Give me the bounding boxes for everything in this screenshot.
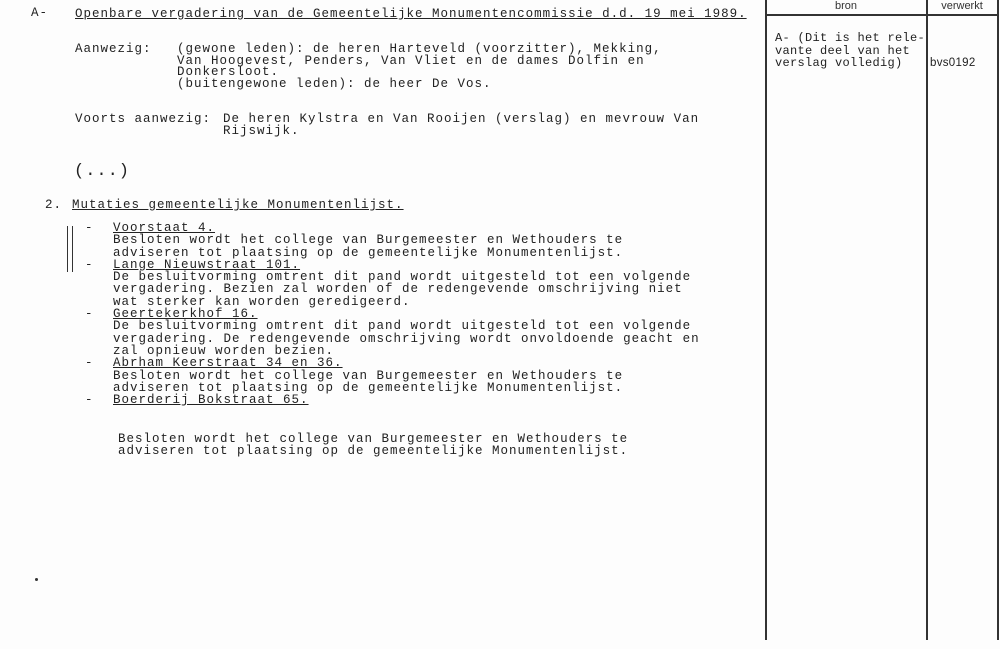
item-line: De besluitvorming omtrent dit pand wordt uitgesteld tot een volgende bbox=[113, 319, 692, 334]
item-line: Besloten wordt het college van Burgemeester en Wethouders te bbox=[113, 233, 624, 248]
present-list bbox=[177, 44, 662, 90]
final-line: adviseren tot plaatsing op de gemeentelijke Monumentenlijst. bbox=[118, 443, 629, 458]
item-line: adviseren tot plaatsing op de gemeentelijke Monumentenlijst. bbox=[113, 380, 624, 395]
also-present-label: Voorts aanwezig: bbox=[75, 112, 212, 126]
item-line: wat sterker kan worden geredigeerd. bbox=[113, 294, 411, 309]
item-dash: - bbox=[85, 307, 94, 322]
item-dash: - bbox=[85, 356, 94, 371]
bron-line: vante deel van het bbox=[775, 43, 911, 58]
item-title: Boerderij Bokstraat 65. bbox=[113, 393, 309, 408]
table-border bbox=[926, 0, 928, 640]
item-line: zal opnieuw worden bezien. bbox=[113, 343, 335, 358]
bron-note bbox=[775, 32, 925, 70]
present-line: (gewone leden): de heren Harteveld (voorzitter), Mekking, bbox=[177, 42, 662, 56]
speck bbox=[35, 578, 38, 581]
item-dash: - bbox=[85, 257, 94, 272]
table-border bbox=[997, 0, 999, 640]
section-title: Mutaties gemeentelijke Monumentenlijst. bbox=[72, 198, 404, 212]
document-title: Openbare vergadering van de Gemeentelijke Monumentencommissie d.d. 19 mei 1989. bbox=[75, 7, 747, 21]
item-dash: - bbox=[85, 393, 94, 408]
header-verwerkt: verwerkt bbox=[941, 0, 983, 12]
section-marker: A- bbox=[31, 6, 49, 20]
item-line: adviseren tot plaatsing op de gemeentelijke Monumentenlijst. bbox=[113, 245, 624, 260]
item-title: Lange Nieuwstraat 101. bbox=[113, 257, 301, 272]
header-bron: bron bbox=[834, 0, 858, 12]
margin-mark bbox=[67, 226, 68, 272]
item-title: Voorstaat 4. bbox=[113, 221, 216, 235]
item-title: Geertekerkhof 16. bbox=[113, 307, 258, 322]
bron-line: verslag volledig) bbox=[775, 56, 903, 70]
ellipsis: (...) bbox=[74, 162, 131, 181]
also-present-line: Rijswijk. bbox=[223, 123, 300, 138]
present-label: Aanwezig: bbox=[75, 42, 152, 56]
item-line: vergadering. Bezien zal worden of de redengevende omschrijving niet bbox=[113, 282, 683, 297]
present-line: (buitengewone leden): de heer De Vos. bbox=[177, 76, 492, 91]
item-list bbox=[85, 222, 700, 406]
table-border bbox=[765, 14, 999, 16]
also-present-list bbox=[223, 114, 699, 137]
item-line: Besloten wordt het college van Burgemeester en Wethouders te bbox=[113, 368, 624, 383]
present-line: Van Hoogevest, Penders, Van Vliet en de dames Dolfin en bbox=[177, 53, 645, 68]
item-line: De besluitvorming omtrent dit pand wordt uitgesteld tot een volgende bbox=[113, 270, 692, 285]
bron-line: A- (Dit is het rele- bbox=[775, 31, 926, 45]
item-line: vergadering. De redengevende omschrijving wordt onvoldoende geacht en bbox=[113, 331, 700, 346]
final-line: Besloten wordt het college van Burgemeester en Wethouders te bbox=[118, 432, 629, 446]
list-item bbox=[85, 394, 700, 406]
verwerkt-code: bvs0192 bbox=[930, 57, 976, 69]
item-dash: - bbox=[85, 221, 94, 235]
list-item bbox=[85, 357, 700, 369]
item-title: Abrham Keerstraat 34 en 36. bbox=[113, 356, 343, 371]
final-decision bbox=[118, 434, 628, 457]
present-line: Donkersloot. bbox=[177, 65, 280, 80]
table-border bbox=[765, 0, 767, 640]
also-present-line: De heren Kylstra en Van Rooijen (verslag) en mevrouw Van bbox=[223, 112, 700, 126]
margin-mark bbox=[72, 226, 73, 272]
section-number: 2. bbox=[45, 198, 63, 212]
